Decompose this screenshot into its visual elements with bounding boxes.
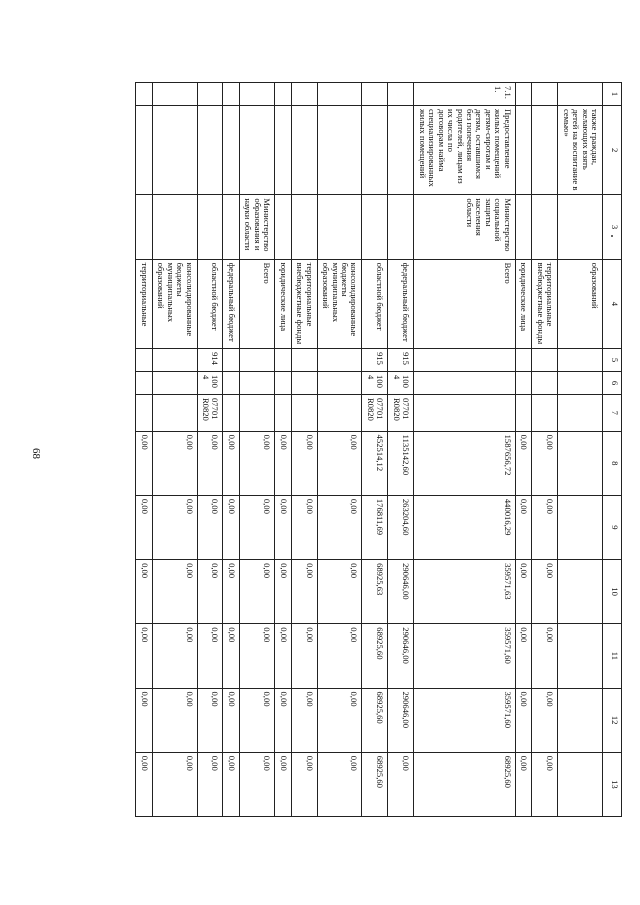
table-cell-c13: 0,00 bbox=[388, 752, 414, 816]
table-cell-c6 bbox=[558, 372, 603, 395]
table-cell-c9: 0,00 bbox=[317, 495, 362, 559]
table-cell-c13: 68925,60 bbox=[414, 752, 516, 816]
table-cell-c3: Министерство социальной защиты населения области bbox=[414, 195, 516, 259]
table-cell-c8: 1587656,72 bbox=[414, 431, 516, 495]
table-cell-c1 bbox=[152, 83, 197, 106]
table-cell-c12: 0,00 bbox=[532, 688, 558, 752]
table-cell-c9: 0,00 bbox=[515, 495, 531, 559]
table-cell-c2 bbox=[317, 105, 362, 194]
table-cell-c4: областной бюджет bbox=[197, 259, 223, 348]
table-cell-c6 bbox=[515, 372, 531, 395]
table-cell-c7: 07701 R0820 bbox=[388, 394, 414, 431]
column-header: 12 bbox=[603, 688, 622, 752]
table-cell-c13: 0,00 bbox=[275, 752, 291, 816]
table-cell-c9: 0,00 bbox=[197, 495, 223, 559]
table-row bbox=[223, 83, 239, 817]
table-cell-c3 bbox=[388, 195, 414, 259]
column-header: 7 bbox=[603, 394, 622, 431]
table-cell-c12: 0,00 bbox=[275, 688, 291, 752]
table-cell-c6 bbox=[136, 372, 152, 395]
table-cell-c2 bbox=[515, 105, 531, 194]
table-cell-c5 bbox=[136, 349, 152, 372]
table-cell-c3 bbox=[275, 195, 291, 259]
table-cell-c2 bbox=[136, 105, 152, 194]
table-cell-c12: 0,00 bbox=[152, 688, 197, 752]
table-cell-c5 bbox=[223, 349, 239, 372]
table-cell-c12: 0,00 bbox=[239, 688, 274, 752]
table-cell-c1 bbox=[197, 83, 223, 106]
table-cell-c8: 0,00 bbox=[223, 431, 239, 495]
table-cell-c9: 0,00 bbox=[532, 495, 558, 559]
table-row bbox=[532, 83, 558, 817]
table-cell-c13: 0,00 bbox=[152, 752, 197, 816]
column-header: 10 bbox=[603, 560, 622, 624]
table-cell-c5 bbox=[317, 349, 362, 372]
table-cell-c7 bbox=[275, 394, 291, 431]
table-cell-c8: 452514,12 bbox=[362, 431, 388, 495]
table-cell-c7: 07701 R0820 bbox=[362, 394, 388, 431]
table-cell-c7 bbox=[223, 394, 239, 431]
table-cell-c13: 0,00 bbox=[197, 752, 223, 816]
table-cell-c6 bbox=[291, 372, 317, 395]
table-cell-c2 bbox=[223, 105, 239, 194]
table-cell-c9: 0,00 bbox=[136, 495, 152, 559]
table-cell-c2 bbox=[239, 105, 274, 194]
table-cell-c2 bbox=[152, 105, 197, 194]
table-cell-c8: 1135142,60 bbox=[388, 431, 414, 495]
table-cell-c8 bbox=[558, 431, 603, 495]
table-cell-c2 bbox=[388, 105, 414, 194]
table-cell-c7 bbox=[291, 394, 317, 431]
table-cell-c11: 0,00 bbox=[152, 624, 197, 688]
table-cell-c4: федеральный бюджет bbox=[223, 259, 239, 348]
table-cell-c13: 0,00 bbox=[136, 752, 152, 816]
table-cell-c3: Министерство образования и науки области bbox=[239, 195, 274, 259]
table-cell-c2 bbox=[362, 105, 388, 194]
table-header-row bbox=[603, 83, 622, 817]
table-row bbox=[239, 83, 274, 817]
table-cell-c11: 0,00 bbox=[136, 624, 152, 688]
table-cell-c1 bbox=[239, 83, 274, 106]
table-cell-c8: 0,00 bbox=[275, 431, 291, 495]
table-cell-c10: 0,00 bbox=[136, 560, 152, 624]
table-cell-c12: 290646,00 bbox=[388, 688, 414, 752]
table-cell-c8: 0,00 bbox=[515, 431, 531, 495]
table-cell-c6: 1004 bbox=[388, 372, 414, 395]
table-cell-c4: территориальные внебюджетные фонды bbox=[291, 259, 317, 348]
table-cell-c3 bbox=[362, 195, 388, 259]
table-cell-c3 bbox=[223, 195, 239, 259]
column-header: 6 bbox=[603, 372, 622, 395]
table-cell-c10: 0,00 bbox=[223, 560, 239, 624]
table-cell-c9: 440016,29 bbox=[414, 495, 516, 559]
table-cell-c11: 0,00 bbox=[291, 624, 317, 688]
table-cell-c8: 0,00 bbox=[239, 431, 274, 495]
table-row bbox=[317, 83, 362, 817]
table-cell-c1 bbox=[515, 83, 531, 106]
column-header: 4 bbox=[603, 259, 622, 348]
table-cell-c5 bbox=[291, 349, 317, 372]
table-cell-c12: 68925,60 bbox=[362, 688, 388, 752]
table-cell-c2 bbox=[291, 105, 317, 194]
table-cell-c4: территориальные внебюджетные фонды bbox=[532, 259, 558, 348]
table-cell-c12: 359571,60 bbox=[414, 688, 516, 752]
table-cell-c12: 0,00 bbox=[515, 688, 531, 752]
table-cell-c10: 0,00 bbox=[275, 560, 291, 624]
table-cell-c4: областной бюджет bbox=[362, 259, 388, 348]
table-cell-c4: образований bbox=[558, 259, 603, 348]
table-cell-c13: 0,00 bbox=[515, 752, 531, 816]
table-cell-c10: 0,00 bbox=[515, 560, 531, 624]
table-cell-c12: 0,00 bbox=[136, 688, 152, 752]
table-cell-c5 bbox=[532, 349, 558, 372]
table-cell-c9 bbox=[558, 495, 603, 559]
table-cell-c6 bbox=[239, 372, 274, 395]
column-header: 3 bbox=[603, 195, 622, 259]
table-cell-c4: консолидированные бюджеты муниципальных образований bbox=[317, 259, 362, 348]
table-cell-c11: 0,00 bbox=[515, 624, 531, 688]
table-cell-c4: Всего bbox=[239, 259, 274, 348]
column-header: 13 bbox=[603, 752, 622, 816]
table-cell-c2: Предоставление жилых помещений детям-сиротам и детям, оставшимся без попечения родителей, лицам из их числа по договорам найма специализированных жилых помещений bbox=[414, 105, 516, 194]
table-cell-c9: 263204,60 bbox=[388, 495, 414, 559]
table-cell-c1 bbox=[136, 83, 152, 106]
table-cell-c4: федеральный бюджет bbox=[388, 259, 414, 348]
table-row bbox=[197, 83, 223, 817]
column-header: 5 bbox=[603, 349, 622, 372]
table-cell-c3 bbox=[515, 195, 531, 259]
table-cell-c10: 0,00 bbox=[197, 560, 223, 624]
table-cell-c10: 0,00 bbox=[532, 560, 558, 624]
table-cell-c1: 7.1.1. bbox=[414, 83, 516, 106]
table-cell-c3 bbox=[532, 195, 558, 259]
table-cell-c3 bbox=[291, 195, 317, 259]
table-cell-c2 bbox=[275, 105, 291, 194]
table-cell-c3 bbox=[317, 195, 362, 259]
table-row bbox=[275, 83, 291, 817]
column-header: 8 bbox=[603, 431, 622, 495]
table-cell-c9: 0,00 bbox=[223, 495, 239, 559]
table-cell-c1 bbox=[362, 83, 388, 106]
table-cell-c13 bbox=[558, 752, 603, 816]
table-cell-c8: 0,00 bbox=[291, 431, 317, 495]
table-cell-c11: 359571,60 bbox=[414, 624, 516, 688]
table-cell-c11 bbox=[558, 624, 603, 688]
table-cell-c10: 0,00 bbox=[291, 560, 317, 624]
table-cell-c7 bbox=[317, 394, 362, 431]
table-cell-c11: 0,00 bbox=[239, 624, 274, 688]
table-cell-c7: 07701 R0820 bbox=[197, 394, 223, 431]
table-cell-c7 bbox=[239, 394, 274, 431]
table-cell-c9: 0,00 bbox=[152, 495, 197, 559]
table-cell-c6 bbox=[275, 372, 291, 395]
table-cell-c5 bbox=[239, 349, 274, 372]
column-header: 2 bbox=[603, 105, 622, 194]
table-cell-c7 bbox=[558, 394, 603, 431]
table-row bbox=[291, 83, 317, 817]
table-cell-c11: 0,00 bbox=[223, 624, 239, 688]
table-cell-c6 bbox=[223, 372, 239, 395]
table-cell-c5: 914 bbox=[197, 349, 223, 372]
table-cell-c6: 1004 bbox=[362, 372, 388, 395]
table-cell-c2 bbox=[532, 105, 558, 194]
page-number: 68 bbox=[30, 448, 42, 459]
table-cell-c1 bbox=[558, 83, 603, 106]
table-cell-c1 bbox=[223, 83, 239, 106]
table-cell-c8: 0,00 bbox=[532, 431, 558, 495]
table-cell-c6: 1004 bbox=[197, 372, 223, 395]
table-cell-c7 bbox=[414, 394, 516, 431]
table-cell-c12: 0,00 bbox=[291, 688, 317, 752]
table-cell-c11: 290646,00 bbox=[388, 624, 414, 688]
table-cell-c10 bbox=[558, 560, 603, 624]
table-cell-c4: юридические лица bbox=[515, 259, 531, 348]
table-row bbox=[362, 83, 388, 817]
table-cell-c8: 0,00 bbox=[197, 431, 223, 495]
table-cell-c3 bbox=[197, 195, 223, 259]
table-cell-c2: также граждан, желающих взять детей на воспитание в семью» bbox=[558, 105, 603, 194]
table-cell-c6 bbox=[317, 372, 362, 395]
table-cell-c5 bbox=[558, 349, 603, 372]
table-cell-c4: юридические лица bbox=[275, 259, 291, 348]
table-cell-c6 bbox=[414, 372, 516, 395]
table-cell-c9: 0,00 bbox=[291, 495, 317, 559]
table-cell-c1 bbox=[291, 83, 317, 106]
table-cell-c9: 0,00 bbox=[275, 495, 291, 559]
table-cell-c11: 0,00 bbox=[317, 624, 362, 688]
table-cell-c13: 68925,60 bbox=[362, 752, 388, 816]
table-cell-c11: 0,00 bbox=[197, 624, 223, 688]
table-cell-c9: 176811,69 bbox=[362, 495, 388, 559]
table-cell-c1 bbox=[388, 83, 414, 106]
table-cell-c12 bbox=[558, 688, 603, 752]
table-cell-c12: 0,00 bbox=[317, 688, 362, 752]
table-cell-c13: 0,00 bbox=[532, 752, 558, 816]
table-cell-c6 bbox=[532, 372, 558, 395]
table-cell-c7 bbox=[152, 394, 197, 431]
table-cell-c4: Всего bbox=[414, 259, 516, 348]
table-cell-c13: 0,00 bbox=[239, 752, 274, 816]
table-cell-c3 bbox=[136, 195, 152, 259]
table-cell-c3 bbox=[152, 195, 197, 259]
table-cell-c13: 0,00 bbox=[317, 752, 362, 816]
table-cell-c8: 0,00 bbox=[317, 431, 362, 495]
table-cell-c11: 0,00 bbox=[532, 624, 558, 688]
table-cell-c11: 0,00 bbox=[275, 624, 291, 688]
table-cell-c13: 0,00 bbox=[223, 752, 239, 816]
table-cell-c1 bbox=[532, 83, 558, 106]
table-cell-c1 bbox=[275, 83, 291, 106]
table-cell-c10: 0,00 bbox=[317, 560, 362, 624]
table-cell-c5 bbox=[515, 349, 531, 372]
table-cell-c4: территориальные bbox=[136, 259, 152, 348]
budget-table bbox=[135, 82, 622, 817]
table-cell-c10: 0,00 bbox=[152, 560, 197, 624]
table-row bbox=[388, 83, 414, 817]
table-cell-c11: 68925,60 bbox=[362, 624, 388, 688]
column-header: 9 bbox=[603, 495, 622, 559]
table-cell-c7 bbox=[515, 394, 531, 431]
table-cell-c8: 0,00 bbox=[136, 431, 152, 495]
table-cell-c4: консолидированные бюджеты муниципальных образований bbox=[152, 259, 197, 348]
table-cell-c5 bbox=[152, 349, 197, 372]
table-cell-c5 bbox=[275, 349, 291, 372]
table-cell-c5: 915 bbox=[388, 349, 414, 372]
table-row bbox=[152, 83, 197, 817]
table-cell-c10: 290646,00 bbox=[388, 560, 414, 624]
table-row bbox=[414, 83, 516, 817]
column-header: 1 bbox=[603, 83, 622, 106]
table-cell-c7 bbox=[532, 394, 558, 431]
rotated-table-wrapper bbox=[107, 82, 622, 817]
table-cell-c2 bbox=[197, 105, 223, 194]
table-row bbox=[136, 83, 152, 817]
column-header: 11 bbox=[603, 624, 622, 688]
table-cell-c9: 0,00 bbox=[239, 495, 274, 559]
table-cell-c5 bbox=[414, 349, 516, 372]
table-cell-c6 bbox=[152, 372, 197, 395]
table-cell-c10: 359571,63 bbox=[414, 560, 516, 624]
table-cell-c8: 0,00 bbox=[152, 431, 197, 495]
table-cell-c3 bbox=[558, 195, 603, 259]
table-cell-c12: 0,00 bbox=[223, 688, 239, 752]
table-row bbox=[515, 83, 531, 817]
table-row bbox=[558, 83, 603, 817]
table-cell-c13: 0,00 bbox=[291, 752, 317, 816]
table-cell-c1 bbox=[317, 83, 362, 106]
table-cell-c7 bbox=[136, 394, 152, 431]
table-cell-c10: 68925,63 bbox=[362, 560, 388, 624]
table-cell-c5: 915 bbox=[362, 349, 388, 372]
table-cell-c12: 0,00 bbox=[197, 688, 223, 752]
table-cell-c10: 0,00 bbox=[239, 560, 274, 624]
